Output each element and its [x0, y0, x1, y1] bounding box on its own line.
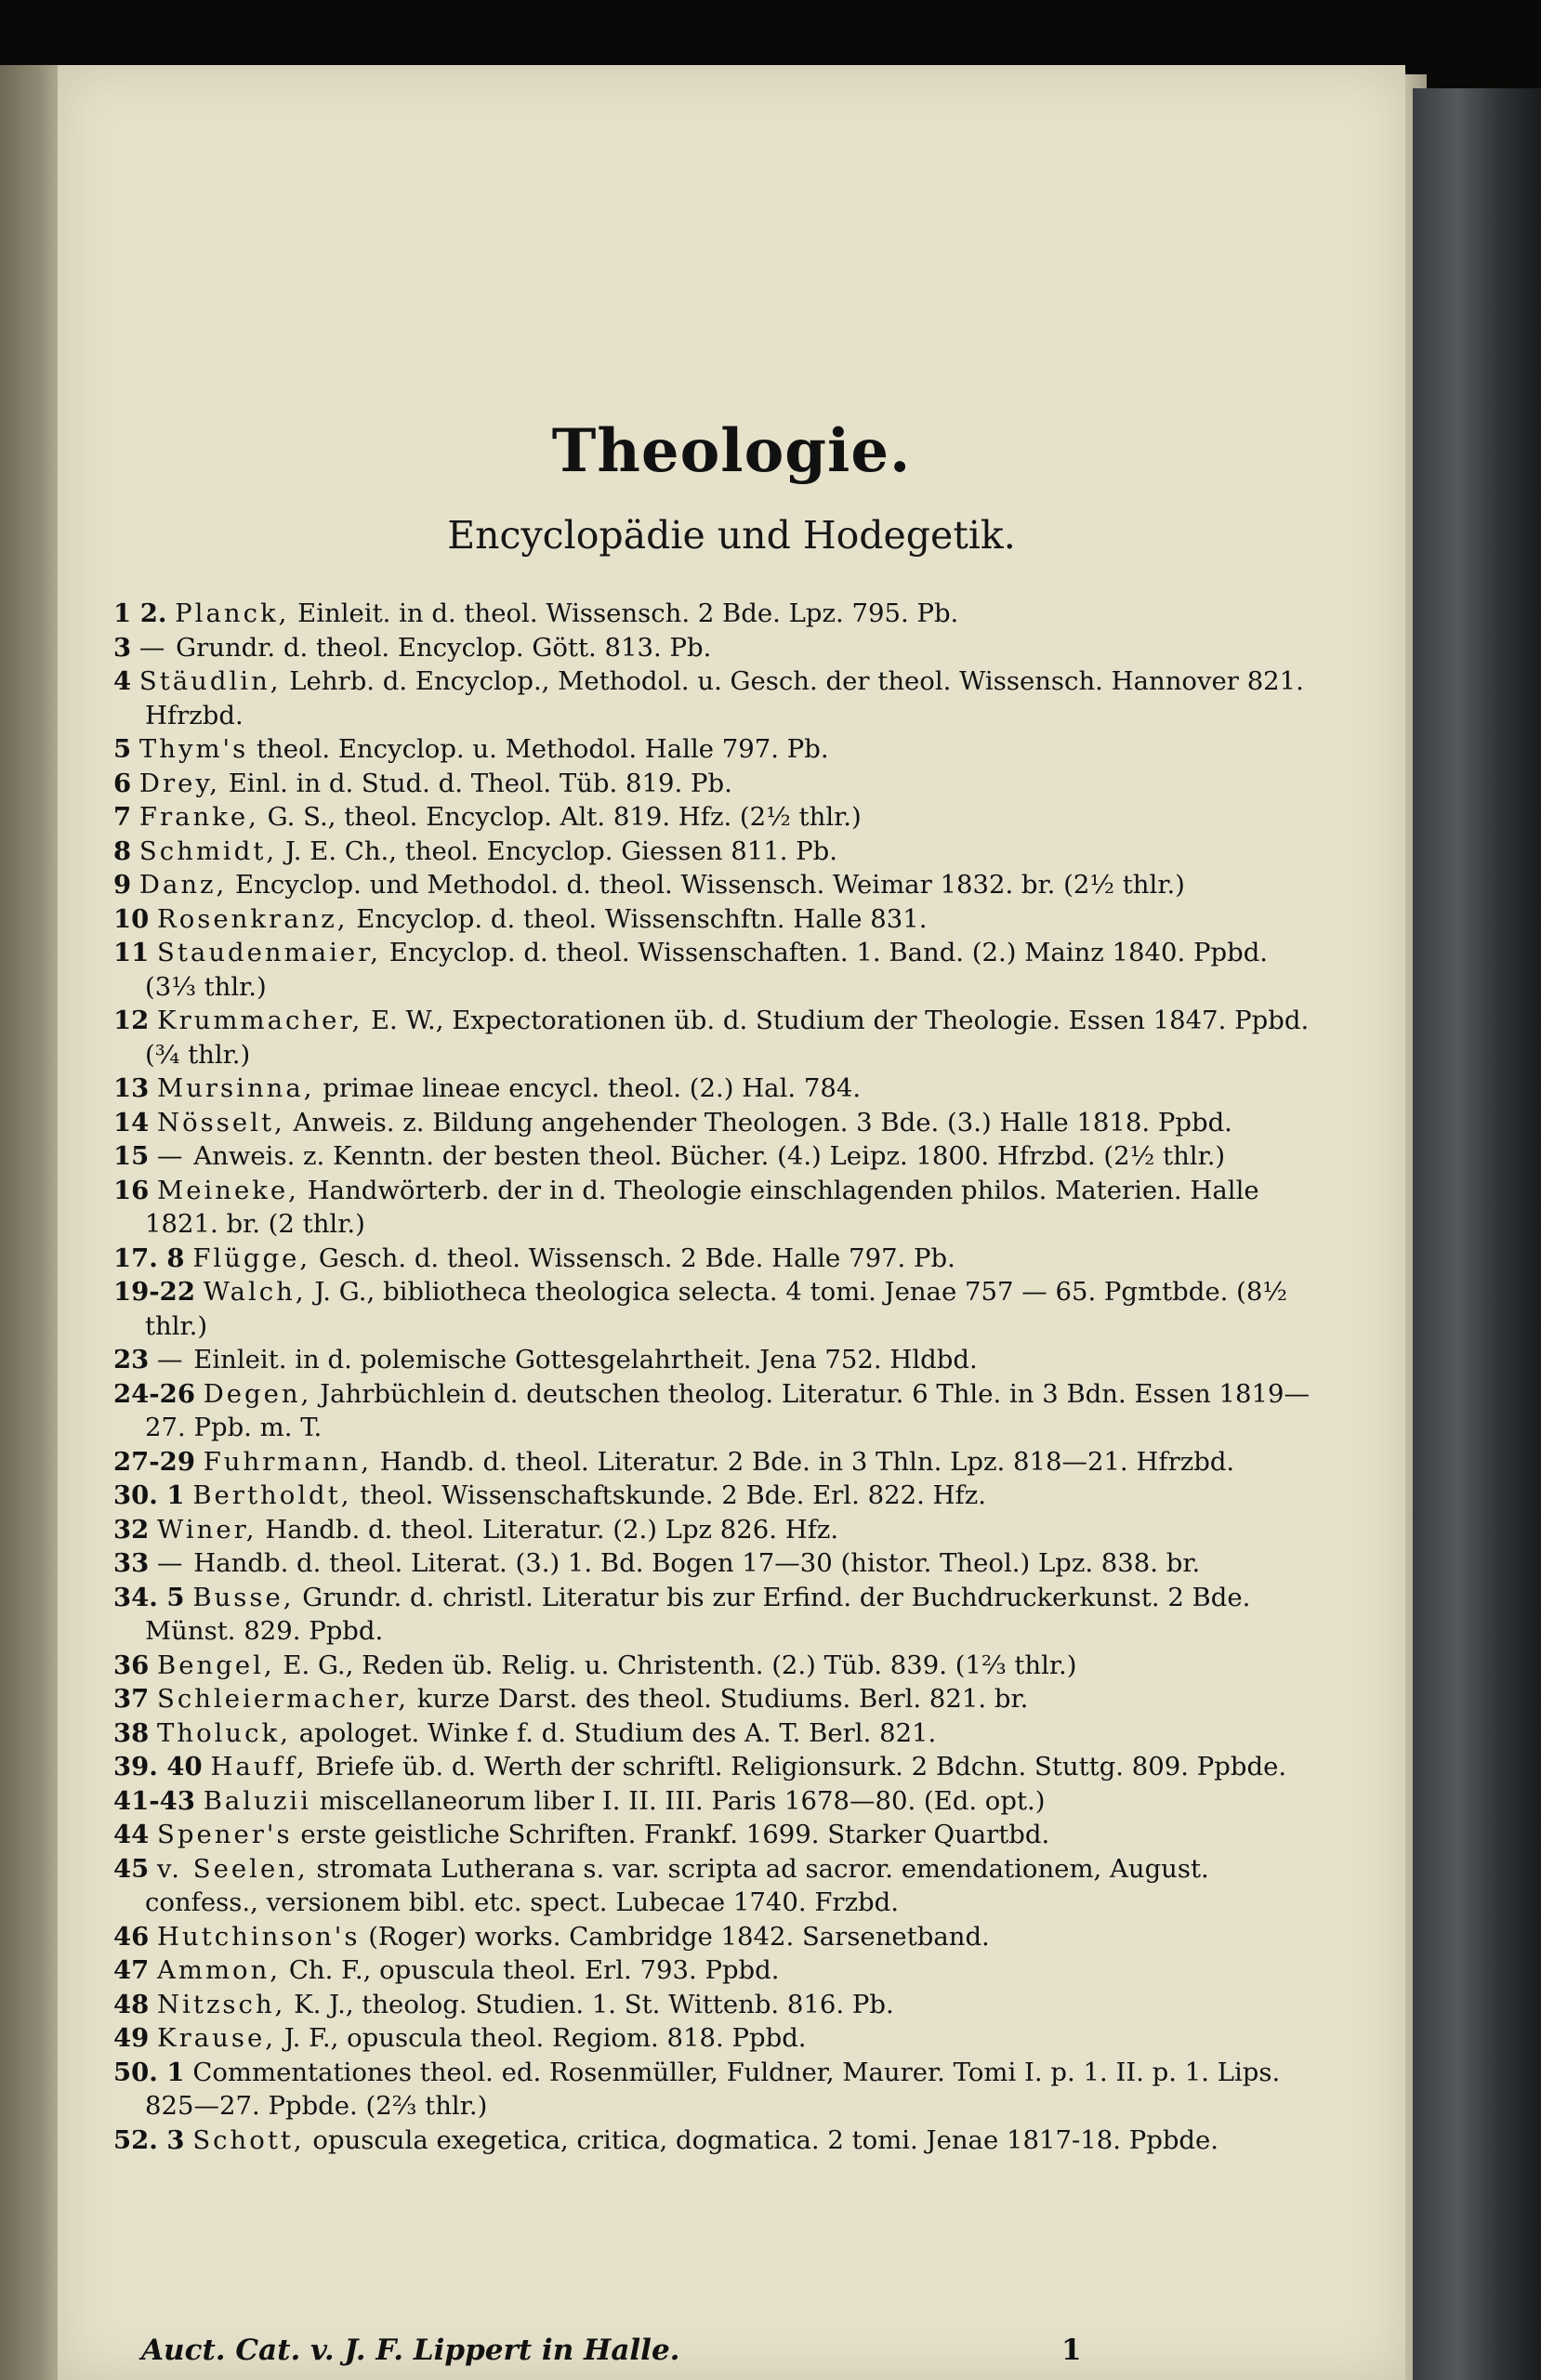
- catalog-entry: [113, 1682, 1322, 1716]
- entry-number: 39. 40: [113, 1752, 203, 1782]
- entry-number: 45: [113, 1853, 150, 1884]
- entry-number: 9: [113, 870, 132, 900]
- entry-description: Einl. in d. Stud. d. Theol. Tüb. 819. Pb.: [228, 768, 732, 798]
- entry-author: —: [157, 1548, 186, 1578]
- catalog-entry: [113, 1139, 1322, 1174]
- catalog-entry: [113, 631, 1322, 665]
- catalog-entry: [113, 936, 1322, 1004]
- entry-description: Anweis. z. Bildung angehender Theologen. 3 Bde. (3.) Halle 1818. Ppbd.: [293, 1107, 1232, 1137]
- entry-author: Flügge,: [192, 1243, 311, 1273]
- entry-description: Gesch. d. theol. Wissensch. 2 Bde. Halle 797. Pb.: [318, 1243, 955, 1273]
- entry-number: 13: [113, 1073, 150, 1103]
- catalog-entry: [113, 1784, 1322, 1819]
- entry-description: apologet. Winke f. d. Studium des A. T. Berl. 821.: [298, 1717, 937, 1748]
- entry-author: Schmidt,: [138, 835, 278, 866]
- entry-description: Handwörterb. der in d. Theologie einschlagenden philos. Materien. Halle 1821. br. (2 thlr.): [145, 1175, 1259, 1239]
- entry-number: 12: [113, 1006, 150, 1035]
- entry-description: G. S., theol. Encyclop. Alt. 819. Hfz. (2½ thlr.): [267, 802, 862, 832]
- entry-description: Jahrbüchlein d. deutschen theolog. Literatur. 6 Thle. in 3 Bdn. Essen 1819—27. Ppb. m. T.: [145, 1378, 1310, 1442]
- entry-number: 11: [113, 938, 150, 967]
- entry-description: kurze Darst. des theol. Studiums. Berl. 821. br.: [416, 1684, 1029, 1714]
- entry-description: Handb. d. theol. Literat. (3.) 1. Bd. Bogen 17—30 (histor. Theol.) Lpz. 838. br.: [193, 1548, 1201, 1578]
- entry-description: E. W., Expectorationen üb. d. Studium der Theologie. Essen 1847. Ppbd. (¾ thlr.): [145, 1006, 1310, 1070]
- entry-author: Hauff,: [210, 1752, 308, 1782]
- entry-number: 5: [113, 734, 132, 764]
- entry-author: Winer,: [157, 1514, 257, 1545]
- entry-author: Bertholdt,: [192, 1480, 352, 1510]
- catalog-entry: [113, 1004, 1322, 1072]
- entry-author: Bengel,: [157, 1650, 275, 1680]
- entry-description: miscellaneorum liber I. II. III. Paris 1678—80. (Ed. opt.): [319, 1785, 1046, 1816]
- entry-author: Krause,: [157, 2023, 276, 2053]
- entry-number: 48: [113, 1989, 150, 2019]
- entry-number: 34. 5: [113, 1582, 185, 1612]
- entry-description: theol. Encyclop. u. Methodol. Halle 797. Pb.: [256, 734, 829, 764]
- entry-author: Mursinna,: [157, 1073, 315, 1103]
- entry-description: K. J., theolog. Studien. 1. St. Wittenb. 816. Pb.: [294, 1989, 894, 2019]
- entry-author: v. Seelen,: [157, 1853, 309, 1884]
- catalog-entry: [113, 1072, 1322, 1106]
- entry-description: opuscula exegetica, critica, dogmatica. 2 tomi. Jenae 1817-18. Ppbde.: [312, 2124, 1219, 2155]
- entry-description: Handb. d. theol. Literatur. 2 Bde. in 3 Thln. Lpz. 818—21. Hfrzbd.: [379, 1446, 1235, 1477]
- entry-author: Stäudlin,: [138, 666, 282, 696]
- entry-author: Spener's: [157, 1820, 293, 1849]
- catalog-entry: [113, 1581, 1322, 1649]
- entry-description: Ch. F., opuscula theol. Erl. 793. Ppbd.: [288, 1955, 780, 1985]
- entry-description: Encyclop. d. theol. Wissenschaften. 1. Band. (2.) Mainz 1840. Ppbd. (3⅓ thlr.): [145, 938, 1269, 1002]
- entry-number: 27-29: [113, 1446, 195, 1477]
- catalog-entry: [113, 1953, 1322, 1988]
- entry-description: Encyclop. und Methodol. d. theol. Wissensch. Weimar 1832. br. (2½ thlr.): [235, 870, 1185, 900]
- catalog-entry: [113, 1242, 1322, 1276]
- entry-author: Fuhrmann,: [203, 1446, 372, 1477]
- entry-author: Baluzii: [203, 1785, 311, 1816]
- entry-author: Walch,: [203, 1277, 307, 1307]
- entry-number: 24-26: [113, 1378, 195, 1409]
- entry-number: 52. 3: [113, 2124, 185, 2155]
- entry-author: Rosenkranz,: [157, 903, 349, 934]
- catalog-footer: Auct. Cat. v. J. F. Lippert in Halle.: [141, 2334, 680, 2367]
- entry-description: Grundr. d. christl. Literatur bis zur Erfind. der Buchdruckerkunst. 2 Bde. Münst. 829. Ppbd.: [145, 1582, 1251, 1646]
- entry-description: stromata Lutherana s. var. scripta ad sacror. emendationem, August. confess., versionem bibl. etc. spect. Lubecae 1740. Frzbd.: [145, 1853, 1209, 1917]
- section-subtitle: Encyclopädie und Hodegetik.: [447, 513, 1016, 558]
- entry-author: Tholuck,: [157, 1717, 291, 1748]
- entry-description: Einleit. in d. polemische Gottesgelahrtheit. Jena 752. Hldbd.: [193, 1345, 978, 1374]
- entry-author: Schleiermacher,: [157, 1684, 409, 1714]
- catalog-entry: [113, 1920, 1322, 1954]
- section-title: Theologie.: [551, 416, 912, 486]
- entry-author: —: [138, 632, 168, 663]
- entry-number: 14: [113, 1107, 150, 1137]
- entry-description: theol. Wissenschaftskunde. 2 Bde. Erl. 822. Hfz.: [360, 1480, 986, 1510]
- entry-number: 17. 8: [113, 1243, 185, 1273]
- entry-number: 50. 1: [113, 2057, 185, 2087]
- catalog-entry: [113, 2056, 1322, 2124]
- entry-author: Degen,: [203, 1378, 312, 1409]
- catalog-entry: [113, 597, 1322, 631]
- catalog-entry: [113, 1275, 1322, 1343]
- entry-number: 32: [113, 1514, 150, 1545]
- catalog-entry: [113, 902, 1322, 937]
- entry-author: Thym's: [138, 734, 249, 764]
- entry-author: Drey,: [138, 768, 220, 798]
- catalog-entry: [113, 1343, 1322, 1377]
- entry-description: Einleit. in d. theol. Wissensch. 2 Bde. Lpz. 795. Pb.: [297, 598, 959, 628]
- catalog-entry: [113, 1513, 1322, 1547]
- page-number: 1: [1061, 2334, 1082, 2367]
- entry-author: Staudenmaier,: [157, 938, 382, 967]
- catalog-entry: [113, 1988, 1322, 2022]
- entry-number: 10: [113, 903, 150, 934]
- entry-number: 4: [113, 666, 132, 696]
- catalog-entry: [113, 1106, 1322, 1140]
- entry-number: 6: [113, 768, 132, 798]
- entry-number: 7: [113, 802, 132, 832]
- catalog-entry: [113, 1546, 1322, 1581]
- entry-number: 36: [113, 1650, 150, 1680]
- entry-number: 37: [113, 1684, 150, 1714]
- catalog-entry: [113, 1174, 1322, 1242]
- entry-description: J. G., bibliotheca theologica selecta. 4 tomi. Jenae 757 — 65. Pgmtbde. (8½ thlr.): [145, 1277, 1287, 1341]
- entry-author: Busse,: [192, 1582, 295, 1612]
- entry-description: Anweis. z. Kenntn. der besten theol. Bücher. (4.) Leipz. 1800. Hfrzbd. (2½ thlr.): [193, 1141, 1226, 1171]
- entry-description: J. E. Ch., theol. Encyclop. Giessen 811. Pb.: [284, 835, 838, 866]
- adjacent-page-edge: [0, 65, 65, 2380]
- catalog-entry: [113, 1852, 1322, 1920]
- entry-number: 8: [113, 835, 132, 866]
- entry-number: 41-43: [113, 1785, 195, 1816]
- catalog-entry: [113, 1377, 1322, 1445]
- entry-description: Encyclop. d. theol. Wissenschftn. Halle 831.: [356, 903, 928, 934]
- entry-number: 47: [113, 1955, 150, 1985]
- entry-number: 15: [113, 1141, 150, 1171]
- entry-author: Nösselt,: [157, 1107, 285, 1137]
- entry-description: J. F., opuscula theol. Regiom. 818. Ppbd.: [283, 2023, 807, 2053]
- entry-description: Commentationes theol. ed. Rosenmüller, Fuldner, Maurer. Tomi I. p. 1. II. p. 1. Lips. 825—27. Ppbde. (2⅔ thlr.): [145, 2057, 1281, 2121]
- entry-number: 44: [113, 1820, 150, 1849]
- entry-number: 1 2.: [113, 598, 167, 628]
- catalog-entry-list: [113, 597, 1322, 2157]
- entry-description: Handb. d. theol. Literatur. (2.) Lpz 826. Hfz.: [265, 1514, 839, 1545]
- catalog-page: [58, 65, 1405, 2380]
- entry-number: 16: [113, 1175, 150, 1205]
- catalog-entry: [113, 664, 1322, 732]
- catalog-entry: [113, 1818, 1322, 1852]
- entry-author: Planck,: [175, 598, 290, 628]
- catalog-entry: [113, 767, 1322, 801]
- catalog-entry: [113, 800, 1322, 835]
- entry-number: 33: [113, 1548, 150, 1578]
- entry-description: Briefe üb. d. Werth der schriftl. Religionsurk. 2 Bdchn. Stuttg. 809. Ppbde.: [315, 1752, 1287, 1782]
- catalog-entry: [113, 1750, 1322, 1784]
- entry-description: E. G., Reden üb. Relig. u. Christenth. (2.) Tüb. 839. (1⅔ thlr.): [283, 1650, 1077, 1680]
- entry-author: —: [157, 1141, 186, 1171]
- entry-number: 19-22: [113, 1277, 195, 1307]
- entry-author: Hutchinson's: [157, 1921, 361, 1952]
- catalog-entry: [113, 2124, 1322, 2158]
- catalog-entry: [113, 732, 1322, 767]
- entry-author: Nitzsch,: [157, 1989, 286, 2019]
- entry-author: Schott,: [192, 2124, 305, 2155]
- entry-description: Grundr. d. theol. Encyclop. Gött. 813. Pb.: [176, 632, 712, 663]
- catalog-entry: [113, 1479, 1322, 1513]
- catalog-entry: [113, 868, 1322, 902]
- entry-description: primae lineae encycl. theol. (2.) Hal. 784.: [323, 1073, 862, 1103]
- entry-number: 46: [113, 1921, 150, 1952]
- catalog-entry: [113, 2021, 1322, 2056]
- catalog-entry: [113, 1649, 1322, 1683]
- entry-number: 23: [113, 1345, 150, 1374]
- entry-number: 3: [113, 632, 132, 663]
- catalog-entry: [113, 1445, 1322, 1479]
- entry-description: (Roger) works. Cambridge 1842. Sarsenetband.: [368, 1921, 990, 1952]
- entry-author: Franke,: [138, 802, 259, 832]
- entry-author: Krummacher,: [157, 1006, 363, 1035]
- entry-description: erste geistliche Schriften. Frankf. 1699. Starker Quartbd.: [300, 1820, 1050, 1849]
- entry-author: Danz,: [138, 870, 228, 900]
- entry-description: Lehrb. d. Encyclop., Methodol. u. Gesch. der theol. Wissensch. Hannover 821. Hfrzbd.: [145, 666, 1304, 730]
- entry-author: —: [157, 1345, 186, 1374]
- entry-number: 30. 1: [113, 1480, 185, 1510]
- entry-author: Meineke,: [157, 1175, 299, 1205]
- book-cover-edge: [1413, 88, 1541, 2380]
- catalog-entry: [113, 835, 1322, 869]
- entry-number: 38: [113, 1717, 150, 1748]
- catalog-entry: [113, 1716, 1322, 1751]
- entry-number: 49: [113, 2023, 150, 2053]
- entry-author: Ammon,: [157, 1955, 282, 1985]
